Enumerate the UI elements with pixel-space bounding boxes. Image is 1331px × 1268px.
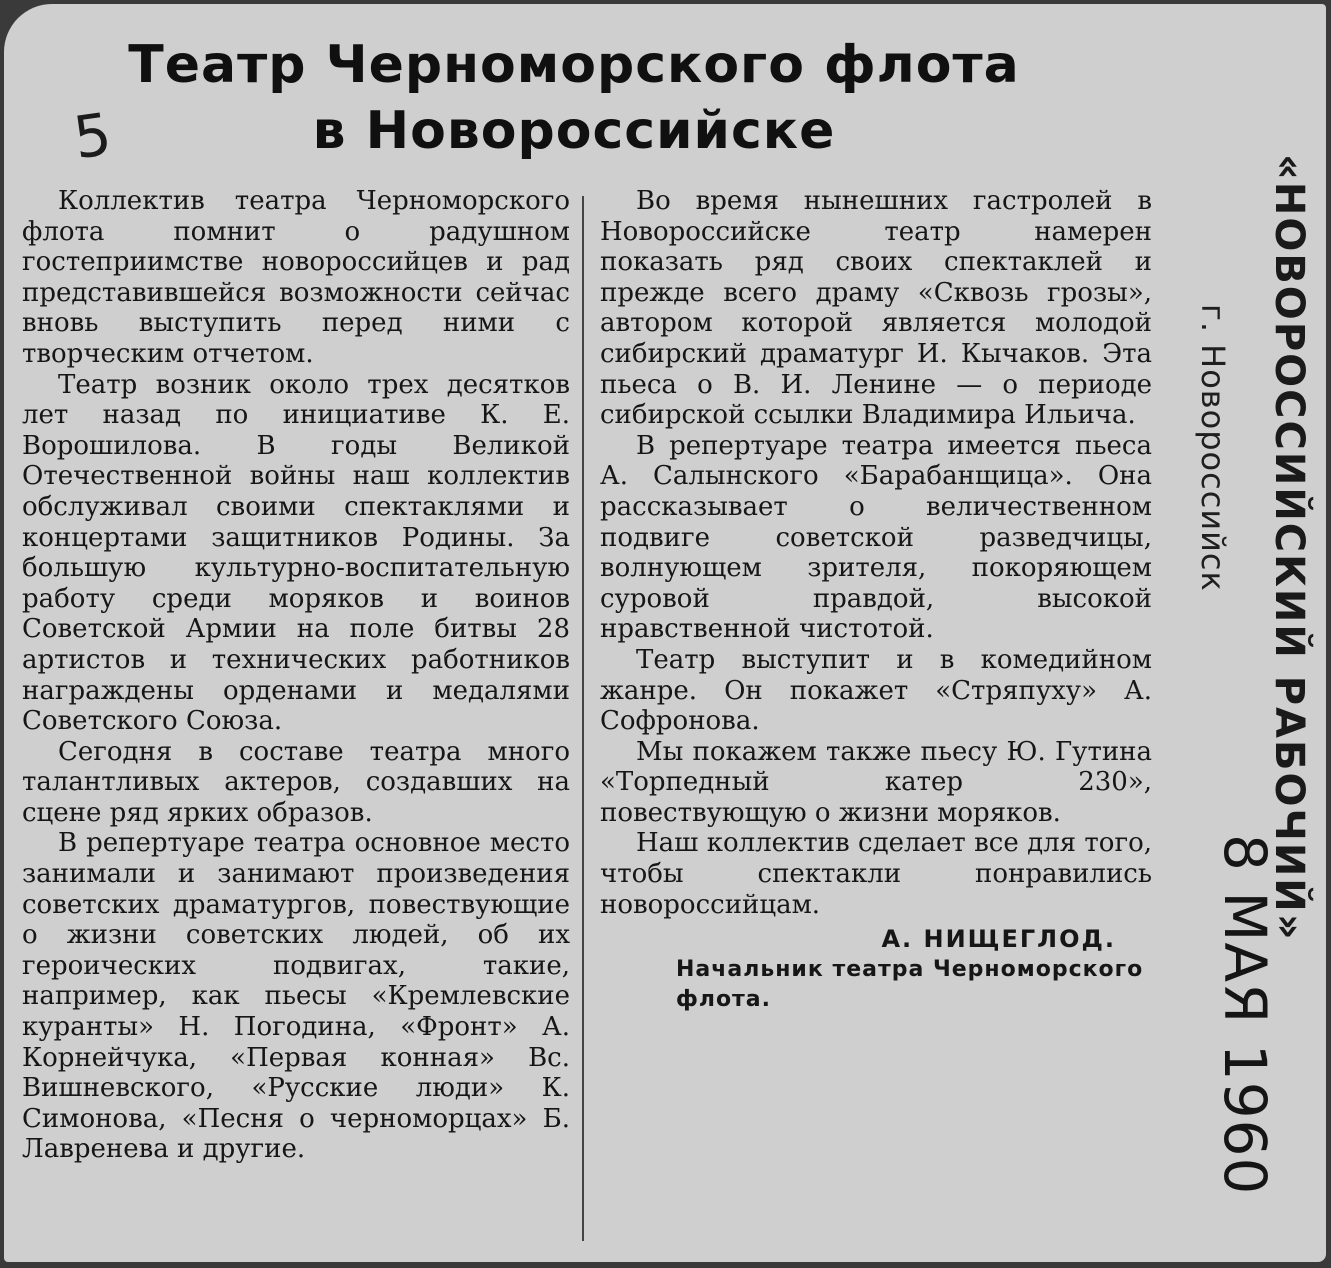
author-signature: А. НИЩЕГЛОД. <box>881 925 1116 954</box>
stamp-city: г. Новороссийск <box>1194 304 1232 592</box>
paragraph: Мы покажем также пьесу Ю. Гутина «Торпедный катер 230», повествующую о жизни моряков. <box>600 736 1152 828</box>
headline-line-1: Театр Черноморского флота <box>128 35 1020 95</box>
stamp-newspaper-name: «НОВОРОССИЙСКИЙ РАБОЧИЙ» <box>1266 154 1312 942</box>
paragraph: В репертуаре театра основное место занимали и занимают произведения советских драматургов, повествующие о жизни советских людей, об их героических подвигах, такие, например, как пьесы «Кремлевские куранты» Н. Погодина, «Фронт» А. Корнейчука, «Первая конная» Вс. Вишневского, «Русские люди» К. Симонова, «Песня о черноморцах» Б. Лавренева и другие. <box>22 828 570 1165</box>
handwritten-page-number: 5 <box>69 99 116 173</box>
newspaper-clipping <box>4 4 1326 1262</box>
column-divider <box>582 196 584 1241</box>
paragraph: Театр выступит и в комедийном жанре. Он покажет «Стряпуху» А. Софронова. <box>600 644 1152 737</box>
stamp-date: 8 МАЯ 1960 <box>1211 834 1279 1196</box>
article-column-left <box>22 186 570 1165</box>
headline-line-2: в Новороссийске <box>312 101 836 161</box>
author-position: Начальник театра Черноморского флота. <box>676 956 1144 1012</box>
paragraph: Театр возник около трех десятков лет назад по инициативе К. Е. Ворошилова. В годы Великой Отечественной войны наш коллектив обслуживал своими спектаклями и концертами защитников Родины. За большую культурно-воспитательную работу среди моряков и воинов Советской Армии на поле битвы 28 артистов и технических работников награждены орденами и медалями Советского Союза. <box>22 369 570 737</box>
paragraph: Во время нынешних гастролей в Новороссийске театр намерен показать ряд своих спектаклей и прежде всего драму «Сквозь грозы», автором которой является молодой сибирский драматург И. Кычаков. Эта пьеса о В. И. Ленине — о периоде сибирской ссылки Владимира Ильича. <box>600 186 1152 431</box>
article-headline <box>4 32 1144 164</box>
paragraph: Коллектив театра Черноморского флота помнит о радушном гостеприимстве новороссийцев и рад представившейся возможности сейчас вновь выступить перед ними с творческим отчетом. <box>22 186 570 369</box>
paragraph: В репертуаре театра имеется пьеса А. Салынского «Барабанщица». Она рассказывает о величественном подвиге советской разведчицы, волнующем зрителя, покоряющем суровой правдой, высокой нравственной чистотой. <box>600 430 1152 645</box>
paragraph: Наш коллектив сделает все для того, чтобы спектакли понравились новороссийцам. <box>600 828 1152 920</box>
paragraph: Сегодня в составе театра много талантливых актеров, создавших на сцене ряд ярких образов. <box>22 736 570 828</box>
article-column-right <box>600 186 1152 1015</box>
